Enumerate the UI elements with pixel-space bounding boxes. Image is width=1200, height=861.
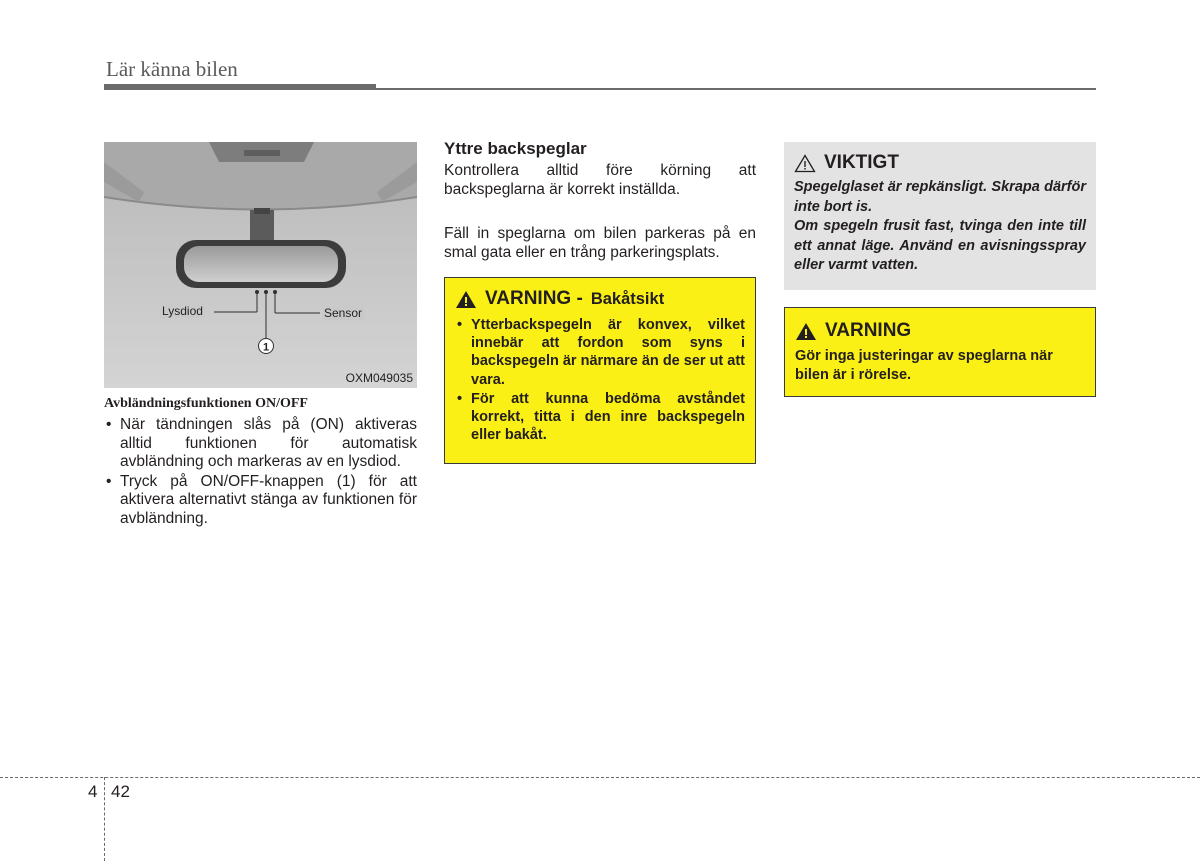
- section-title: Yttre backspeglar: [444, 139, 587, 158]
- warning-triangle-icon: [795, 322, 817, 341]
- image-code: OXM049035: [345, 371, 413, 385]
- mirror-illustration: [104, 142, 417, 388]
- bullet-item: • När tändningen slås på (ON) aktiveras alltid funktionen för automatisk avbländning och markeras av en lysdiod.: [104, 416, 417, 472]
- footer-page-number: 42: [111, 782, 130, 801]
- bullet-item: • Tryck på ON/OFF-knappen (1) för att aktivera alternativt stänga av funktionen för avbländning.: [104, 473, 417, 529]
- warning2-title-text: VARNING: [825, 320, 912, 341]
- warning2-title: [795, 320, 1085, 342]
- header-rule-thin: [376, 88, 1096, 90]
- important-title-text: VIKTIGT: [824, 152, 899, 173]
- warning-box-adjust: [784, 307, 1096, 397]
- warning-title-text: VARNING -: [485, 288, 583, 309]
- warning-bullet: • För att kunna bedöma avståndet korrekt, titta i den inre backspegeln eller bakåt.: [455, 390, 745, 445]
- warning-bullet: • Ytterbackspegeln är konvex, vilket innebär att fordon som syns i backspegeln är närmare än de ser ut att vara.: [455, 316, 745, 389]
- important-text-2: Om spegeln frusit fast, tvinga den inte till ett annat läge. Använd en avisningsspray eller varmt vatten.: [794, 218, 1086, 273]
- header-rule-thick: [104, 84, 376, 90]
- warning-bullets: [455, 316, 745, 444]
- warning-triangle-icon: [455, 290, 477, 309]
- footer-rule: [0, 777, 1200, 778]
- mirror-figure: [104, 142, 417, 388]
- label-sensor: Sensor: [324, 306, 363, 320]
- footer-vertical-rule: [104, 777, 105, 861]
- label-lysdiod: Lysdiod: [162, 304, 203, 318]
- warning-title: [455, 288, 745, 310]
- warning2-text: Gör inga justeringar av speglarna när bilen är i rörelse.: [795, 348, 1053, 383]
- subheading-dimming: Avbländningsfunktionen ON/OFF: [104, 396, 308, 411]
- paragraph-fold-mirrors: Fäll in speglarna om bilen parkeras på en smal gata eller en trång parkeringsplats.: [444, 225, 756, 261]
- chapter-title: Lär känna bilen: [106, 57, 238, 81]
- caution-triangle-icon: [794, 154, 816, 173]
- warning-box-rear-view: [444, 277, 756, 464]
- footer-chapter-number: 4: [88, 782, 98, 801]
- paragraph-check-mirrors: Kontrollera alltid före körning att backspeglarna är korrekt inställda.: [444, 162, 756, 198]
- warning-subtitle: Bakåtsikt: [590, 289, 665, 308]
- important-title: [794, 152, 1086, 174]
- important-box: [784, 142, 1096, 290]
- callout-number: 1: [262, 341, 270, 354]
- dimming-bullets: [104, 416, 417, 530]
- important-text-1: Spegelglaset är repkänsligt. Skrapa därför inte bort is.: [794, 179, 1086, 215]
